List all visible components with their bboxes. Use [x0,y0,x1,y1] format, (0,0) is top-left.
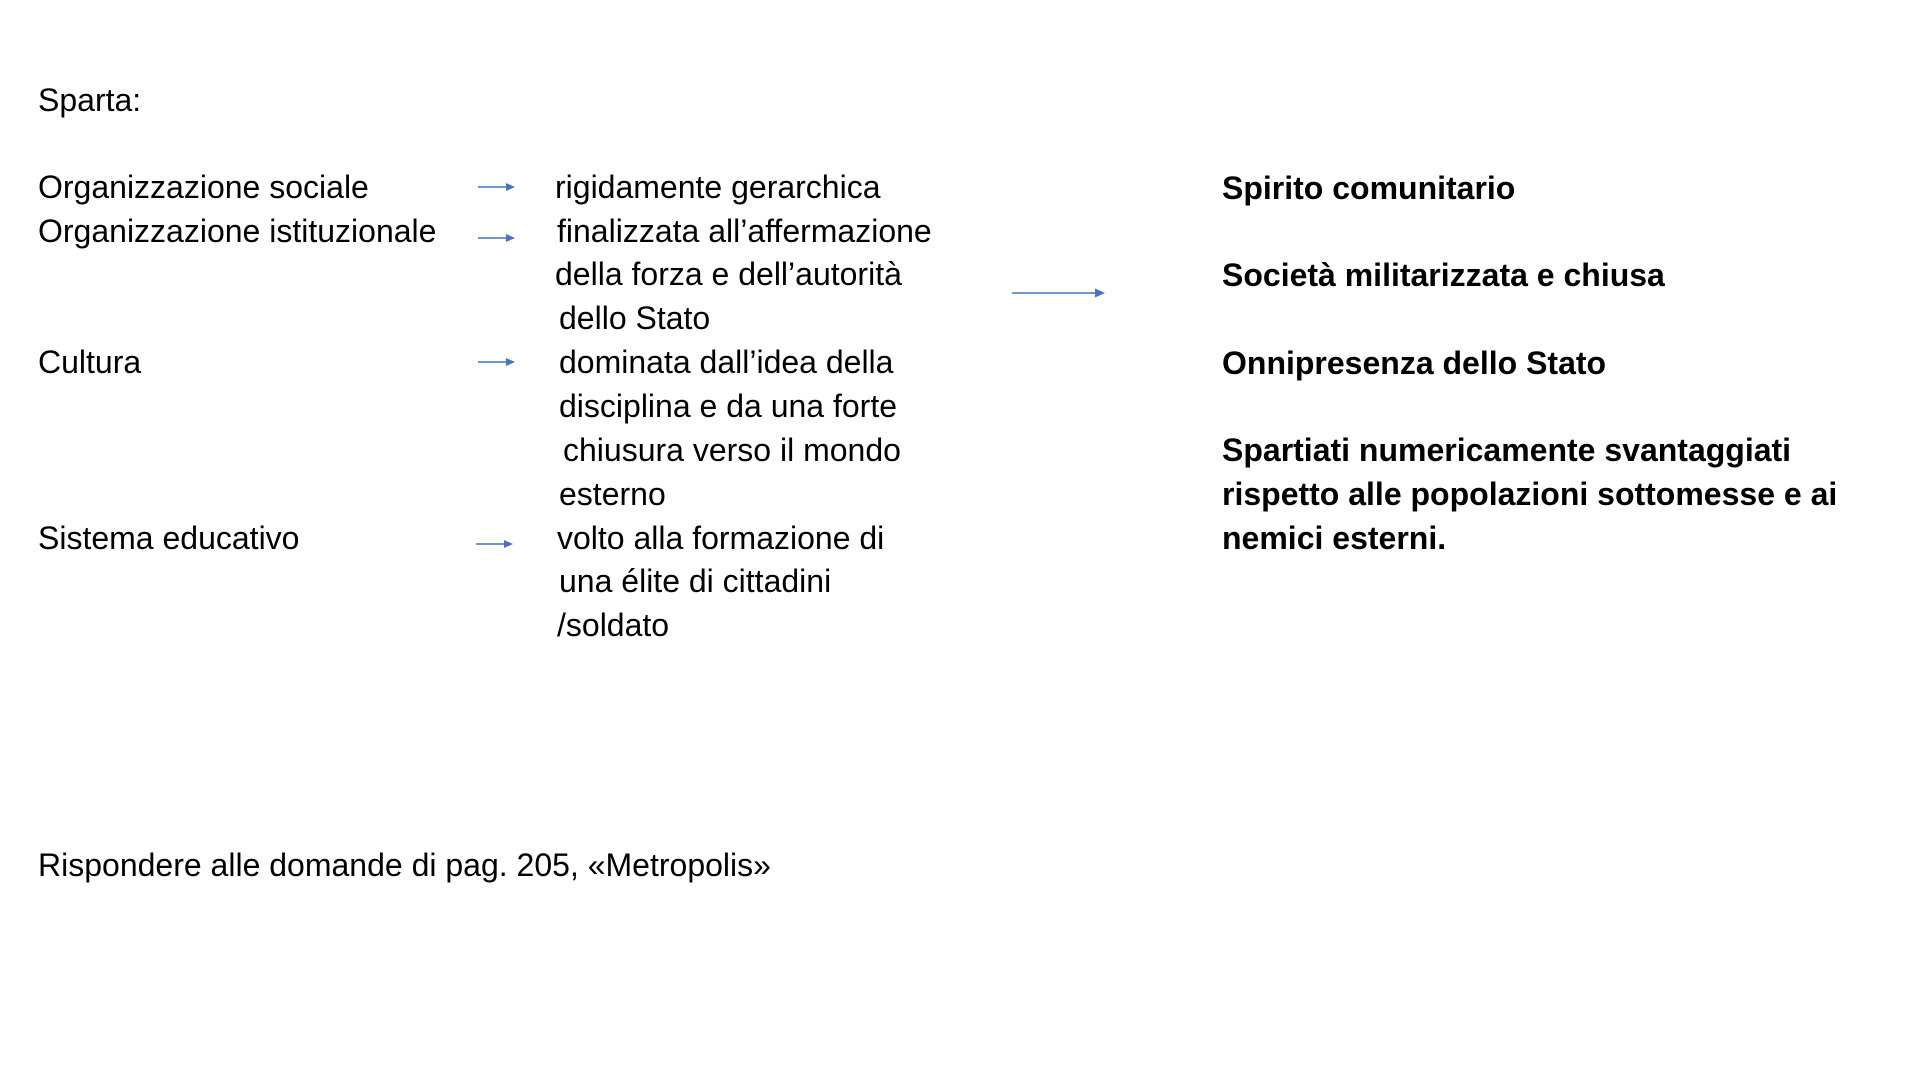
page-title: Sparta: [38,82,142,118]
description-line: disciplina e da una forte [559,388,897,424]
description-line: finalizzata all’affermazione [557,213,932,249]
row-label-culture: Cultura [38,344,142,380]
long-arrow-right-icon [1012,286,1106,300]
description-line: esterno [559,476,666,512]
description-line: /soldato [557,607,670,643]
assignment-instruction: Rispondere alle domande di pag. 205, «Metropolis» [38,847,771,883]
row-label-education: Sistema educativo [38,520,300,556]
description-line: volto alla formazione di [557,520,885,556]
description-line: chiusura verso il mondo [563,432,901,468]
arrow-right-icon [478,232,516,244]
row-label-institutional: Organizzazione istituzionale [38,213,437,249]
arrow-right-icon [476,538,514,550]
arrow-right-icon [478,356,516,368]
description-line: della forza e dell’autorità [555,256,902,292]
conclusion-line: nemici esterni. [1222,520,1447,556]
conclusion-item: Spirito comunitario [1222,170,1516,206]
conclusion-line: Spartiati numericamente svantaggiati [1222,432,1792,468]
conclusion-item: Onnipresenza dello Stato [1222,345,1607,381]
description-line: una élite di cittadini [559,563,832,599]
row-label-social: Organizzazione sociale [38,169,369,205]
arrow-right-icon [478,181,516,193]
description-line: rigidamente gerarchica [555,169,881,205]
conclusion-line: rispetto alle popolazioni sottomesse e ai [1222,476,1838,512]
conclusion-item: Società militarizzata e chiusa [1222,257,1665,293]
description-line: dello Stato [559,300,711,336]
description-line: dominata dall’idea della [559,344,894,380]
